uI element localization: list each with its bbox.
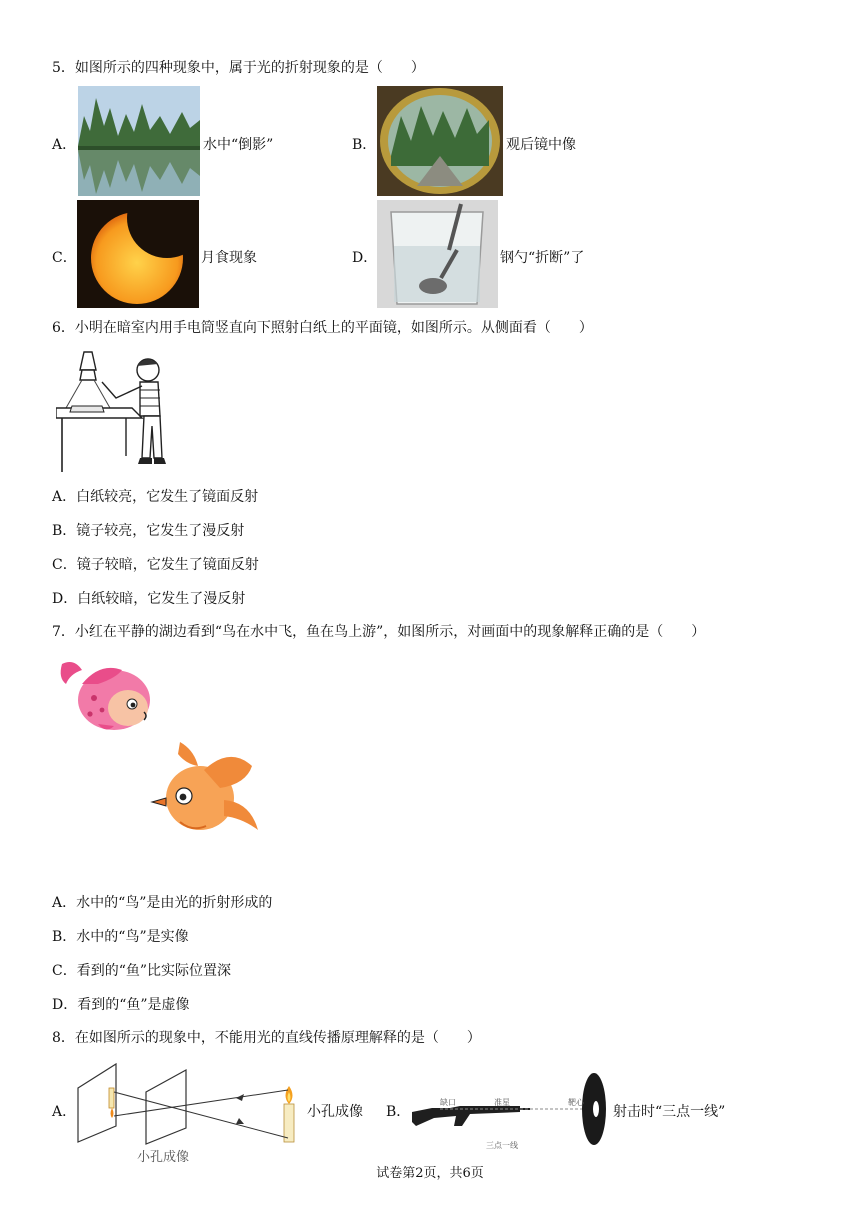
rifle-label-notch: 缺口 bbox=[440, 1098, 456, 1107]
q5-option-a-letter: A． bbox=[52, 137, 77, 153]
q8-option-a-letter: A． bbox=[52, 1104, 77, 1120]
q5-stem: 5．如图所示的四种现象中，属于光的折射现象的是（ ） bbox=[52, 60, 425, 76]
q8-option-b-caption: 射击时“三点一线” bbox=[613, 1104, 726, 1120]
page-footer: 试卷第2页，共6页 bbox=[376, 1166, 484, 1181]
q7-option-a: A．水中的“鸟”是由光的折射形成的 bbox=[52, 895, 273, 911]
landscape-reflection-image bbox=[78, 86, 200, 196]
q6-option-d: D．白纸较暗，它发生了漫反射 bbox=[52, 591, 246, 607]
bird-illustration bbox=[150, 740, 262, 840]
q8-option-b-letter: B． bbox=[386, 1104, 411, 1120]
pinhole-imaging-diagram bbox=[76, 1058, 302, 1146]
q7-stem: 7．小红在平静的湖边看到“鸟在水中飞，鱼在鸟上游”，如图所示，对画面中的现象解释正确的是（ ） bbox=[52, 624, 706, 640]
eclipse-image bbox=[77, 200, 199, 308]
q7-option-b: B．水中的“鸟”是实像 bbox=[52, 929, 189, 945]
pinhole-figure-caption: 小孔成像 bbox=[137, 1150, 190, 1165]
q5-option-b-caption: 观后镜中像 bbox=[506, 137, 576, 153]
q7-option-c: C．看到的“鱼”比实际位置深 bbox=[52, 963, 232, 979]
q5-option-d-caption: 钢勺“折断”了 bbox=[500, 250, 585, 266]
fish-illustration bbox=[56, 656, 156, 736]
q6-option-b: B．镜子较亮，它发生了漫反射 bbox=[52, 523, 245, 539]
q8-stem: 8．在如图所示的现象中，不能用光的直线传播原理解释的是（ ） bbox=[52, 1030, 481, 1046]
q5-option-c-letter: C． bbox=[52, 250, 77, 266]
q5-option-c-caption: 月食现象 bbox=[201, 250, 257, 266]
rifle-label-sight: 准星 bbox=[494, 1098, 510, 1107]
rifle-label-target: 靶心 bbox=[568, 1098, 584, 1107]
rifle-label-line: 三点一线 bbox=[486, 1141, 518, 1150]
rifle-aiming-diagram bbox=[410, 1072, 608, 1150]
q6-option-c: C．镜子较暗，它发生了镜面反射 bbox=[52, 557, 259, 573]
q7-option-d: D．看到的“鱼”是虚像 bbox=[52, 997, 190, 1013]
q6-option-a: A．白纸较亮，它发生了镜面反射 bbox=[52, 489, 259, 505]
q5-option-b-letter: B． bbox=[352, 137, 377, 153]
q5-option-a-caption: 水中“倒影” bbox=[203, 137, 274, 153]
boy-flashlight-illustration bbox=[56, 346, 178, 472]
rearview-mirror-image bbox=[377, 86, 503, 196]
q5-option-d-letter: D． bbox=[352, 250, 378, 266]
spoon-in-water-image bbox=[377, 200, 498, 308]
q8-option-a-caption: 小孔成像 bbox=[307, 1104, 363, 1120]
q6-stem: 6．小明在暗室内用手电筒竖直向下照射白纸上的平面镜，如图所示。从侧面看（ ） bbox=[52, 320, 593, 336]
